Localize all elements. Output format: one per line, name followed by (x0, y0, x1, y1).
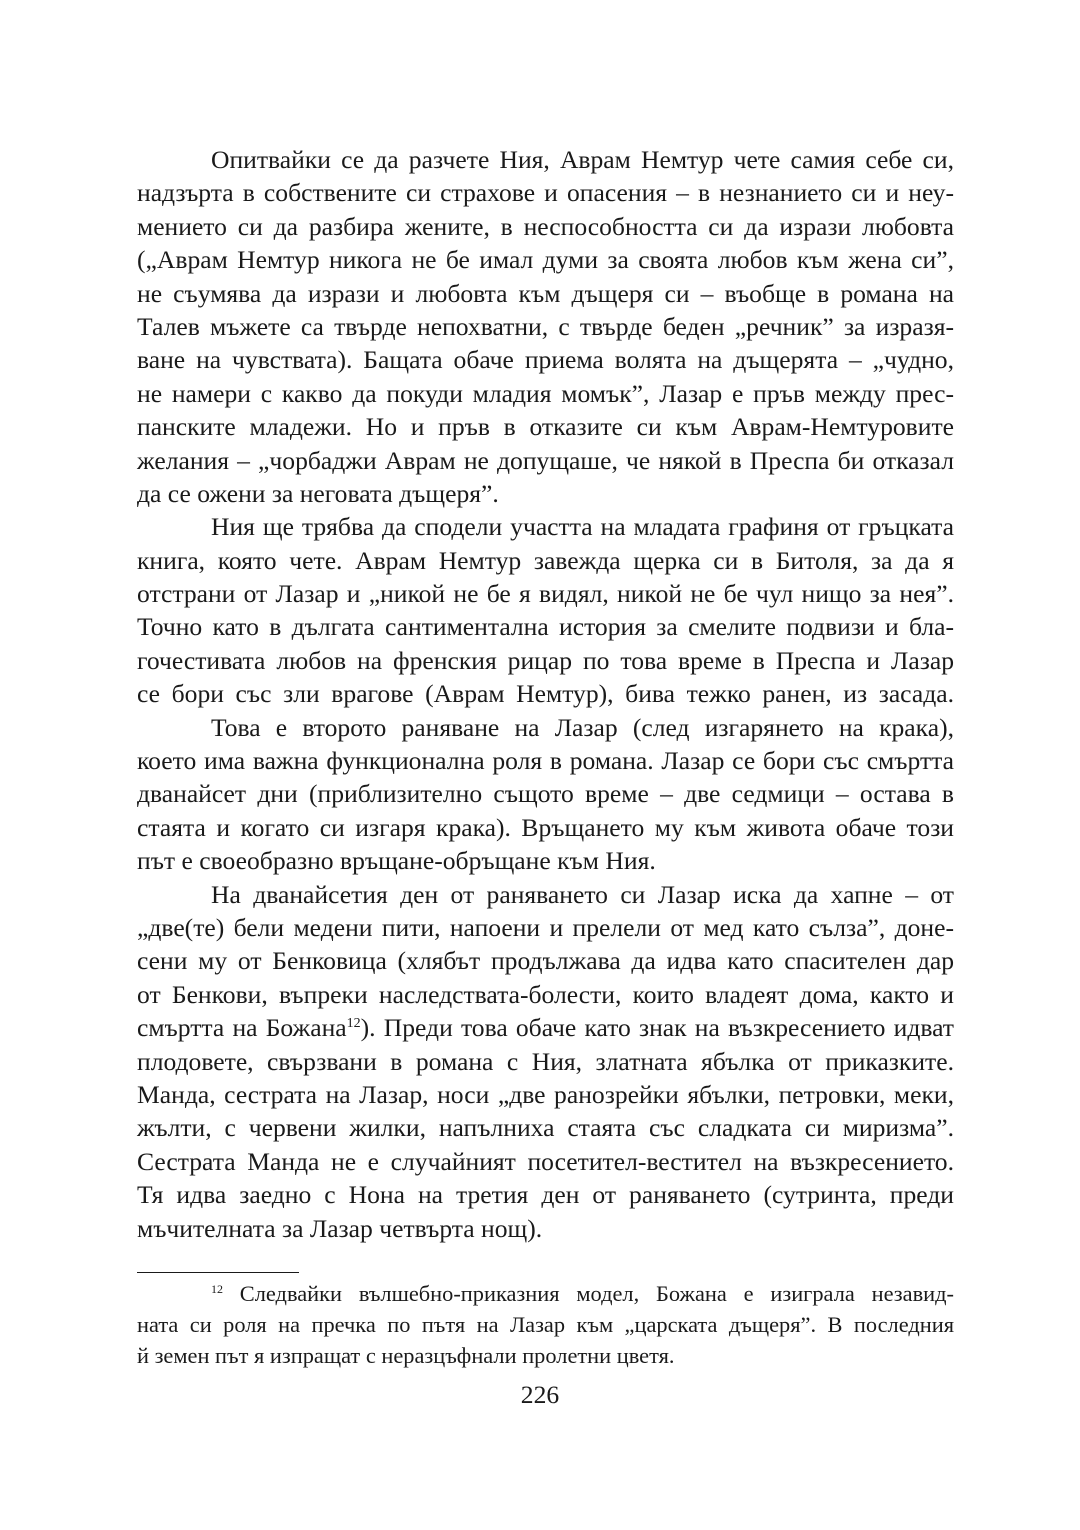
text-line: ване на чувствата). Бащата обаче приема волята на дъщерята – „чудно, (137, 345, 954, 375)
page-number: 226 (520, 1380, 560, 1409)
text-line: стаята и когато си изгаря крака). Връщането му към живота обаче този (137, 812, 954, 842)
text-line: плодовете, свързвани в романа с Ния, златната ябълка от приказките. (137, 1046, 954, 1076)
text-line: На дванайсетия ден от раняването си Лазар иска да хапне – от (211, 879, 954, 909)
text-line: желания – „чорбаджи Аврам не допущаше, че някой в Преспа би отказал (137, 445, 954, 475)
footnote-section (137, 1278, 954, 1371)
text-line: надзърта в собствените си страхове и опасения – в незнанието си и неу- (137, 178, 954, 208)
footnote-line: ната си роля на пречка по пътя на Лазар към „царската дъщеря”. В последния (137, 1312, 954, 1337)
text-line: мъчителната за Лазар четвърта нощ). (137, 1213, 543, 1243)
footnote-marker: 12 (211, 1282, 223, 1296)
footnote-line: й земен път я изпращат с неразцъфнали пролетни цветя. (137, 1343, 675, 1368)
text-line: Това е второто раняване на Лазар (след изгарянето на крака), (211, 712, 954, 742)
text-segment: ). Преди това обаче като знак на възкресението идват (360, 1013, 954, 1043)
text-line: Манда, сестрата на Лазар, носи „две ранозрейки ябълки, петровки, меки, (137, 1079, 954, 1109)
footnote-text: Следвайки вълшебно-приказния модел, Божана е изиграла незавид- (223, 1281, 954, 1306)
text-line: Опитвайки се да разчете Ния, Аврам Немтур чете самия себе си, (211, 145, 954, 174)
text-line: Талев мъжете са твърде непохватни, с твърде беден „речник” за изразя- (137, 311, 954, 341)
text-line: мението си да разбира жените, в неспособността си да изрази любовта (137, 211, 954, 241)
text-line: гочестивата любов на френския рицар по това време в Преспа и Лазар (137, 645, 954, 675)
text-line: да се ожени за неговата дъщеря”. (137, 478, 499, 508)
text-line: Точно като в дългата сантиментална история за смелите подвизи и бла- (137, 612, 954, 642)
text-line: „две(те) бели медени пити, напоени и прелели от мед като сълза”, доне- (137, 912, 954, 942)
text-line: път е своеобразно връщане-обръщане към Ния. (137, 846, 656, 876)
text-line-with-footnote-ref (137, 1011, 954, 1044)
text-line: панските младежи. Но и пръв в отказите си към Аврам-Немтуровите (137, 412, 954, 442)
text-line: Ния ще трябва да сподели участта на младата графиня от гръцката (211, 512, 954, 542)
footnote-line (137, 1278, 954, 1309)
footnote-divider (137, 1272, 299, 1273)
main-text (137, 143, 954, 1245)
text-line: от Бенкови, въпреки наследствата-болести, които владеят дома, както и (137, 979, 954, 1009)
text-line: жълти, с червени жилки, напълниха стаята със сладката си миризма”. (137, 1113, 954, 1143)
text-segment: смъртта на Божана (137, 1013, 347, 1043)
footnote-reference[interactable]: 12 (346, 1016, 361, 1032)
text-line: Сестрата Манда не е случайният посетител-вестител на възкресението. (137, 1146, 954, 1176)
text-line: сени му от Бенковица (хлябът продължава да идва като спасителен дар (137, 946, 954, 976)
text-line: не намери с какво да покуди младия момък”, Лазар е пръв между прес- (137, 378, 954, 408)
text-line: Тя идва заедно с Нона на третия ден от раняването (сутринта, преди (137, 1180, 954, 1210)
text-line: („Аврам Немтур никога не бе имал думи за своята любов към жена си”, (137, 245, 954, 275)
text-line: се бори със зли врагове (Аврам Немтур), бива тежко ранен, из засада. (137, 679, 954, 709)
text-line: отстрани от Лазар и „никой не бе я видял, никой не бе чул нищо за нея”. (137, 579, 954, 609)
text-line: книга, която чете. Аврам Немтур завежда щерка си в Битоля, за да я (137, 545, 954, 575)
text-line: не съумява да изрази и любовта към дъщеря си – въобще в романа на (137, 278, 954, 308)
text-line: дванайсет дни (приблизително същото време – две седмици – остава в (137, 779, 954, 809)
text-line: което има важна функционална роля в романа. Лазар се бори със смъртта (137, 746, 954, 776)
